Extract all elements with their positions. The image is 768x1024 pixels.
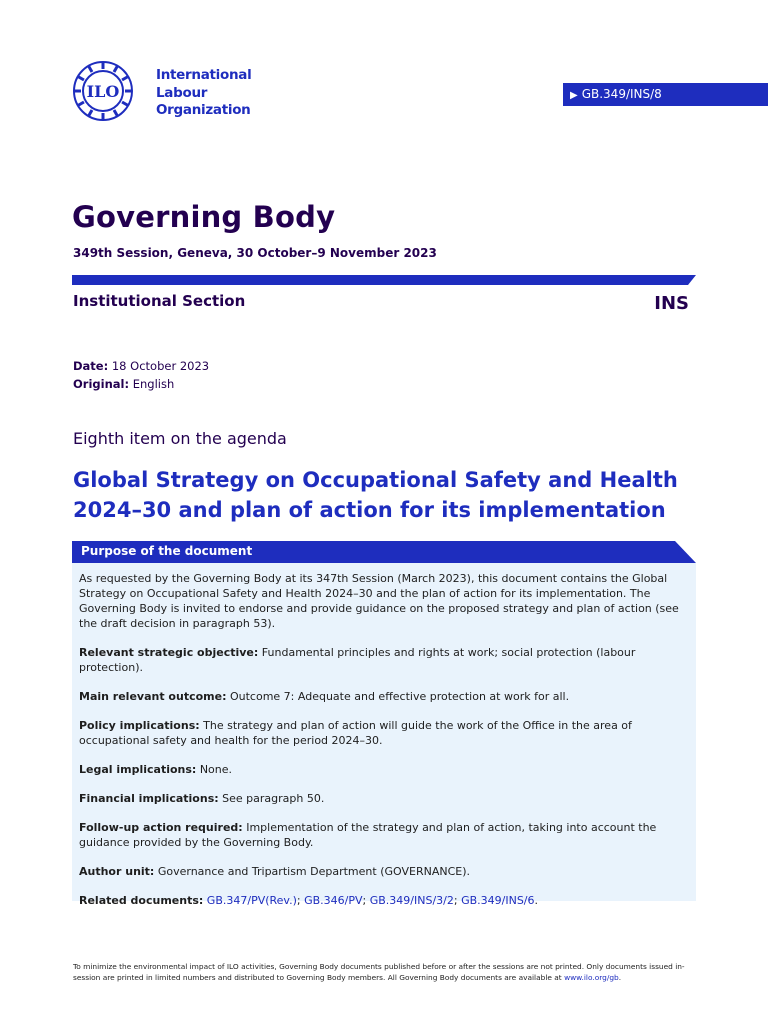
purpose-item-value: The strategy and plan of action will guide the work of the Office in the area of occupational safety and health for the period 2024–30. bbox=[79, 719, 632, 747]
link-separator: ; bbox=[362, 894, 370, 907]
purpose-item-value: See paragraph 50. bbox=[222, 792, 325, 805]
ilo-logo bbox=[72, 60, 252, 124]
purpose-item-label: Author unit: bbox=[79, 865, 155, 878]
document-meta bbox=[73, 357, 209, 393]
date-line bbox=[73, 357, 209, 375]
purpose-heading-bar bbox=[72, 541, 696, 563]
related-document-link[interactable]: GB.346/PV bbox=[304, 894, 363, 907]
purpose-item bbox=[79, 689, 690, 704]
document-reference: GB.349/INS/8 bbox=[581, 87, 662, 101]
purpose-item bbox=[79, 791, 690, 806]
original-label: Original: bbox=[73, 377, 130, 391]
date-value: 18 October 2023 bbox=[111, 359, 210, 373]
triangle-right-icon: ▶ bbox=[570, 90, 578, 101]
related-document-link[interactable]: GB.347/PV(Rev.) bbox=[206, 894, 297, 907]
footer-text: To minimize the environmental impact of ILO activities, Governing Body documents published before or after the sessions are not printed. Only documents issued in-session are printed in limited numbers and distributed to Governing Body members. All Governing Body documents are available at bbox=[73, 962, 685, 982]
related-document-link[interactable]: GB.349/INS/3/2 bbox=[369, 894, 454, 907]
purpose-item-value: Governance and Tripartism Department (GOVERNANCE). bbox=[157, 865, 470, 878]
ilo-emblem-icon bbox=[72, 60, 134, 122]
purpose-item-value: Implementation of the strategy and plan of action, taking into account the guidance provided by the Governing Body. bbox=[79, 821, 657, 849]
org-name-line: Labour bbox=[156, 84, 208, 101]
purpose-item-value: Fundamental principles and rights at work; social protection (labour protection). bbox=[79, 646, 636, 674]
footer-note bbox=[73, 961, 703, 983]
purpose-item-value: None. bbox=[199, 763, 233, 776]
purpose-item bbox=[79, 820, 690, 850]
purpose-intro: As requested by the Governing Body at its 347th Session (March 2023), this document contains the Global Strategy on Occupational Safety and Health 2024–30 and the plan of action for its implementation. The Governing Body is invited to endorse and provide guidance on the proposed strategy and plan of action (see the draft decision in paragraph 53). bbox=[79, 572, 679, 630]
agenda-item: Eighth item on the agenda bbox=[73, 429, 287, 448]
link-separator: ; bbox=[296, 894, 305, 907]
purpose-item-label: Policy implications: bbox=[79, 719, 200, 732]
end-punctuation: . bbox=[534, 894, 539, 907]
purpose-item-label: Relevant strategic objective: bbox=[79, 646, 259, 659]
org-name bbox=[156, 67, 251, 120]
purpose-item-label: Financial implications: bbox=[79, 792, 219, 805]
section-name: Institutional Section bbox=[73, 292, 246, 310]
date-label: Date: bbox=[73, 359, 109, 373]
original-value: English bbox=[132, 377, 175, 391]
related-document-link[interactable]: GB.349/INS/6 bbox=[461, 894, 535, 907]
purpose-item-label: Follow-up action required: bbox=[79, 821, 243, 834]
purpose-item bbox=[79, 762, 690, 777]
link-separator: ; bbox=[453, 894, 462, 907]
section-divider-bar bbox=[72, 275, 696, 285]
org-name-line: Organization bbox=[156, 102, 251, 118]
footer-link[interactable]: www.ilo.org/gb bbox=[564, 973, 619, 982]
governing-body-title: Governing Body bbox=[72, 200, 336, 234]
document-reference-tag bbox=[563, 83, 768, 106]
session-line: 349th Session, Geneva, 30 October–9 November 2023 bbox=[73, 246, 437, 260]
purpose-item bbox=[79, 864, 690, 879]
purpose-item-value: Outcome 7: Adequate and effective protection at work for all. bbox=[229, 690, 570, 703]
footer-end: . bbox=[618, 973, 622, 982]
document-title: Global Strategy on Occupational Safety and Health 2024–30 and plan of action for its implementation bbox=[73, 468, 678, 522]
purpose-item-label: Legal implications: bbox=[79, 763, 197, 776]
purpose-item bbox=[79, 718, 690, 748]
section-code: INS bbox=[654, 293, 689, 314]
purpose-box bbox=[72, 563, 696, 907]
purpose-item-label: Main relevant outcome: bbox=[79, 690, 227, 703]
org-name-line: International bbox=[156, 67, 252, 83]
emblem-text: ILO bbox=[86, 82, 120, 101]
purpose-heading: Purpose of the document bbox=[81, 544, 253, 558]
related-documents-label: Related documents: bbox=[79, 894, 204, 907]
purpose-item bbox=[79, 645, 690, 675]
related-documents bbox=[79, 893, 690, 908]
original-line bbox=[73, 375, 209, 393]
